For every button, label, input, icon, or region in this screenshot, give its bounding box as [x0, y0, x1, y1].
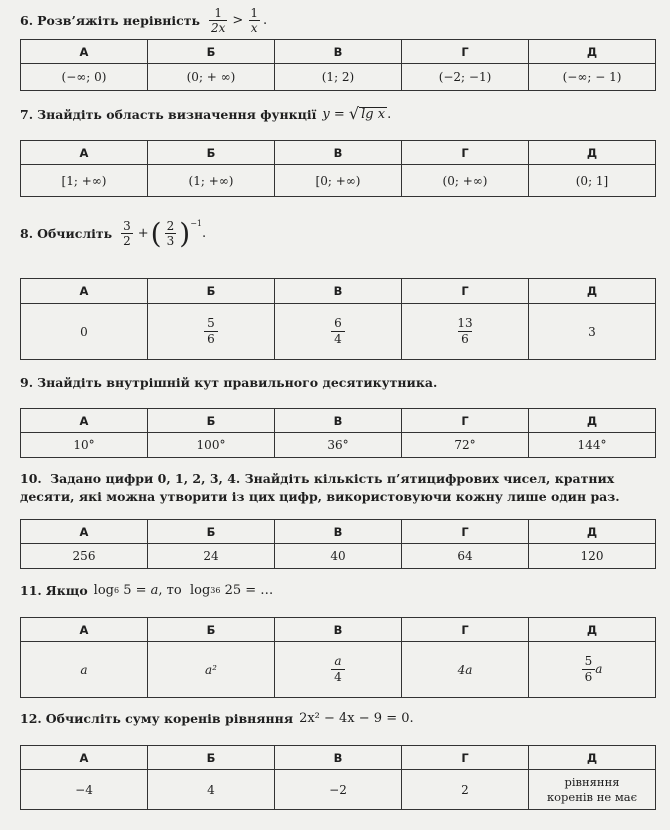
header-v: В	[275, 746, 402, 770]
answer-table-8	[20, 278, 656, 360]
header-v: В	[275, 618, 402, 642]
answer-g[interactable]	[402, 304, 529, 360]
answer-a[interactable]: 10°	[21, 433, 148, 458]
question-text: Якщо	[45, 583, 88, 598]
header-a: А	[21, 618, 148, 642]
answer-d[interactable]: 144°	[529, 433, 656, 458]
answer-table-12	[20, 745, 656, 810]
fraction-5-6: $\frac{5}{6}$	[204, 316, 218, 347]
question-number: 7.	[20, 106, 34, 122]
answer-v[interactable]	[275, 304, 402, 360]
answer-b[interactable]: (1; +∞)	[148, 165, 275, 197]
header-v: В	[275, 279, 402, 304]
question-9	[20, 375, 437, 390]
question-text: Обчисліть	[37, 226, 113, 241]
answer-v[interactable]: 40	[275, 544, 402, 569]
inequality-formula: $\frac{1}{2x}$ > $\frac{1}{x}$ .	[211, 6, 268, 35]
fraction-6-4: $\frac{6}{4}$	[331, 316, 345, 347]
header-d: Д	[529, 746, 656, 770]
header-g: Г	[402, 40, 529, 64]
answer-g[interactable]: 72°	[402, 433, 529, 458]
question-number: 6.	[20, 13, 34, 28]
header-g: Г	[402, 409, 529, 433]
fraction-13-6: $\frac{13}{6}$	[457, 316, 473, 346]
variable-a: a	[595, 662, 603, 676]
log-formula: log 6 5 = a , то log 36 25 = …	[93, 583, 274, 598]
answer-b[interactable]: 100°	[148, 433, 275, 458]
answer-g[interactable]: (−2; −1)	[402, 64, 529, 91]
header-b: Б	[148, 409, 275, 433]
header-d: Д	[529, 40, 656, 64]
header-a: А	[21, 279, 148, 304]
function-formula: y = √ lg x .	[322, 104, 392, 123]
answer-a[interactable]: (−∞; 0)	[21, 64, 148, 91]
question-6	[20, 6, 267, 35]
answer-v[interactable]: 36°	[275, 433, 402, 458]
header-v: В	[275, 141, 402, 165]
answer-a[interactable]: a	[21, 642, 148, 698]
answer-a[interactable]: 0	[21, 304, 148, 360]
header-a: А	[21, 141, 148, 165]
answer-table-6	[20, 39, 656, 91]
answer-table-11	[20, 617, 656, 698]
header-b: Б	[148, 40, 275, 64]
answer-d[interactable]: (−∞; − 1)	[529, 64, 656, 91]
question-number: 10.	[20, 471, 42, 486]
fraction-a-4: $\frac{a}{4}$	[331, 654, 345, 685]
question-number: 12.	[20, 711, 42, 726]
question-number: 9.	[20, 375, 34, 390]
question-number: 8.	[20, 226, 34, 241]
header-a: А	[21, 40, 148, 64]
header-d: Д	[529, 618, 656, 642]
answer-b[interactable]: 24	[148, 544, 275, 569]
header-g: Г	[402, 520, 529, 544]
header-g: Г	[402, 279, 529, 304]
answer-b[interactable]	[148, 304, 275, 360]
question-text: Обчисліть суму коренів рівняння	[45, 711, 294, 726]
answer-b[interactable]: a²	[148, 642, 275, 698]
answer-table-7	[20, 140, 656, 197]
expression-formula: $\frac{3}{2}$ + ( $\frac{2}{3}$ ) $^{-1}$ .	[123, 216, 207, 250]
header-a: А	[21, 520, 148, 544]
answer-d[interactable]: (0; 1]	[529, 165, 656, 197]
header-d: Д	[529, 409, 656, 433]
header-b: Б	[148, 618, 275, 642]
header-b: Б	[148, 520, 275, 544]
equation-formula: 2x² − 4x − 9 = 0.	[299, 711, 414, 726]
answer-a[interactable]: 256	[21, 544, 148, 569]
answer-v[interactable]: (1; 2)	[275, 64, 402, 91]
header-b: Б	[148, 141, 275, 165]
header-g: Г	[402, 141, 529, 165]
answer-v[interactable]	[275, 642, 402, 698]
question-number: 11.	[20, 583, 42, 598]
answer-d[interactable]: рівняння коренів не має	[529, 770, 656, 810]
answer-b[interactable]: 4	[148, 770, 275, 810]
question-text: Задано цифри 0, 1, 2, 3, 4. Знайдіть кількість п’ятицифрових чисел, кратних десяти, які можна утворити із цих цифр, використовуючи кожну лише один раз.	[20, 471, 620, 504]
fraction-5-6: $\frac{5}{6}$	[582, 654, 596, 685]
header-v: В	[275, 409, 402, 433]
header-d: Д	[529, 141, 656, 165]
answer-g[interactable]: 2	[402, 770, 529, 810]
answer-b[interactable]: (0; + ∞)	[148, 64, 275, 91]
answer-g[interactable]: (0; +∞)	[402, 165, 529, 197]
header-b: Б	[148, 746, 275, 770]
question-12	[20, 711, 414, 726]
question-8	[20, 216, 207, 250]
header-v: В	[275, 520, 402, 544]
answer-table-9	[20, 408, 656, 458]
question-text: Знайдіть внутрішній кут правильного десятикутника.	[37, 375, 438, 390]
answer-g[interactable]: 64	[402, 544, 529, 569]
header-v: В	[275, 40, 402, 64]
header-g: Г	[402, 618, 529, 642]
question-7	[20, 106, 391, 122]
question-11	[20, 583, 273, 598]
answer-g[interactable]: 4a	[402, 642, 529, 698]
header-d: Д	[529, 520, 656, 544]
header-a: А	[21, 746, 148, 770]
header-g: Г	[402, 746, 529, 770]
question-text: Знайдіть область визначення функції	[37, 106, 317, 122]
header-b: Б	[148, 279, 275, 304]
answer-d[interactable]: 3	[529, 304, 656, 360]
answer-a[interactable]: −4	[21, 770, 148, 810]
answer-d[interactable]: 120	[529, 544, 656, 569]
answer-a[interactable]: [1; +∞)	[21, 165, 148, 197]
answer-table-10	[20, 519, 656, 569]
header-a: А	[21, 409, 148, 433]
question-text: Розв’яжіть нерівність	[37, 13, 201, 28]
answer-v[interactable]: [0; +∞)	[275, 165, 402, 197]
answer-v[interactable]: −2	[275, 770, 402, 810]
question-10	[20, 470, 650, 506]
header-d: Д	[529, 279, 656, 304]
answer-d[interactable]	[529, 642, 656, 698]
